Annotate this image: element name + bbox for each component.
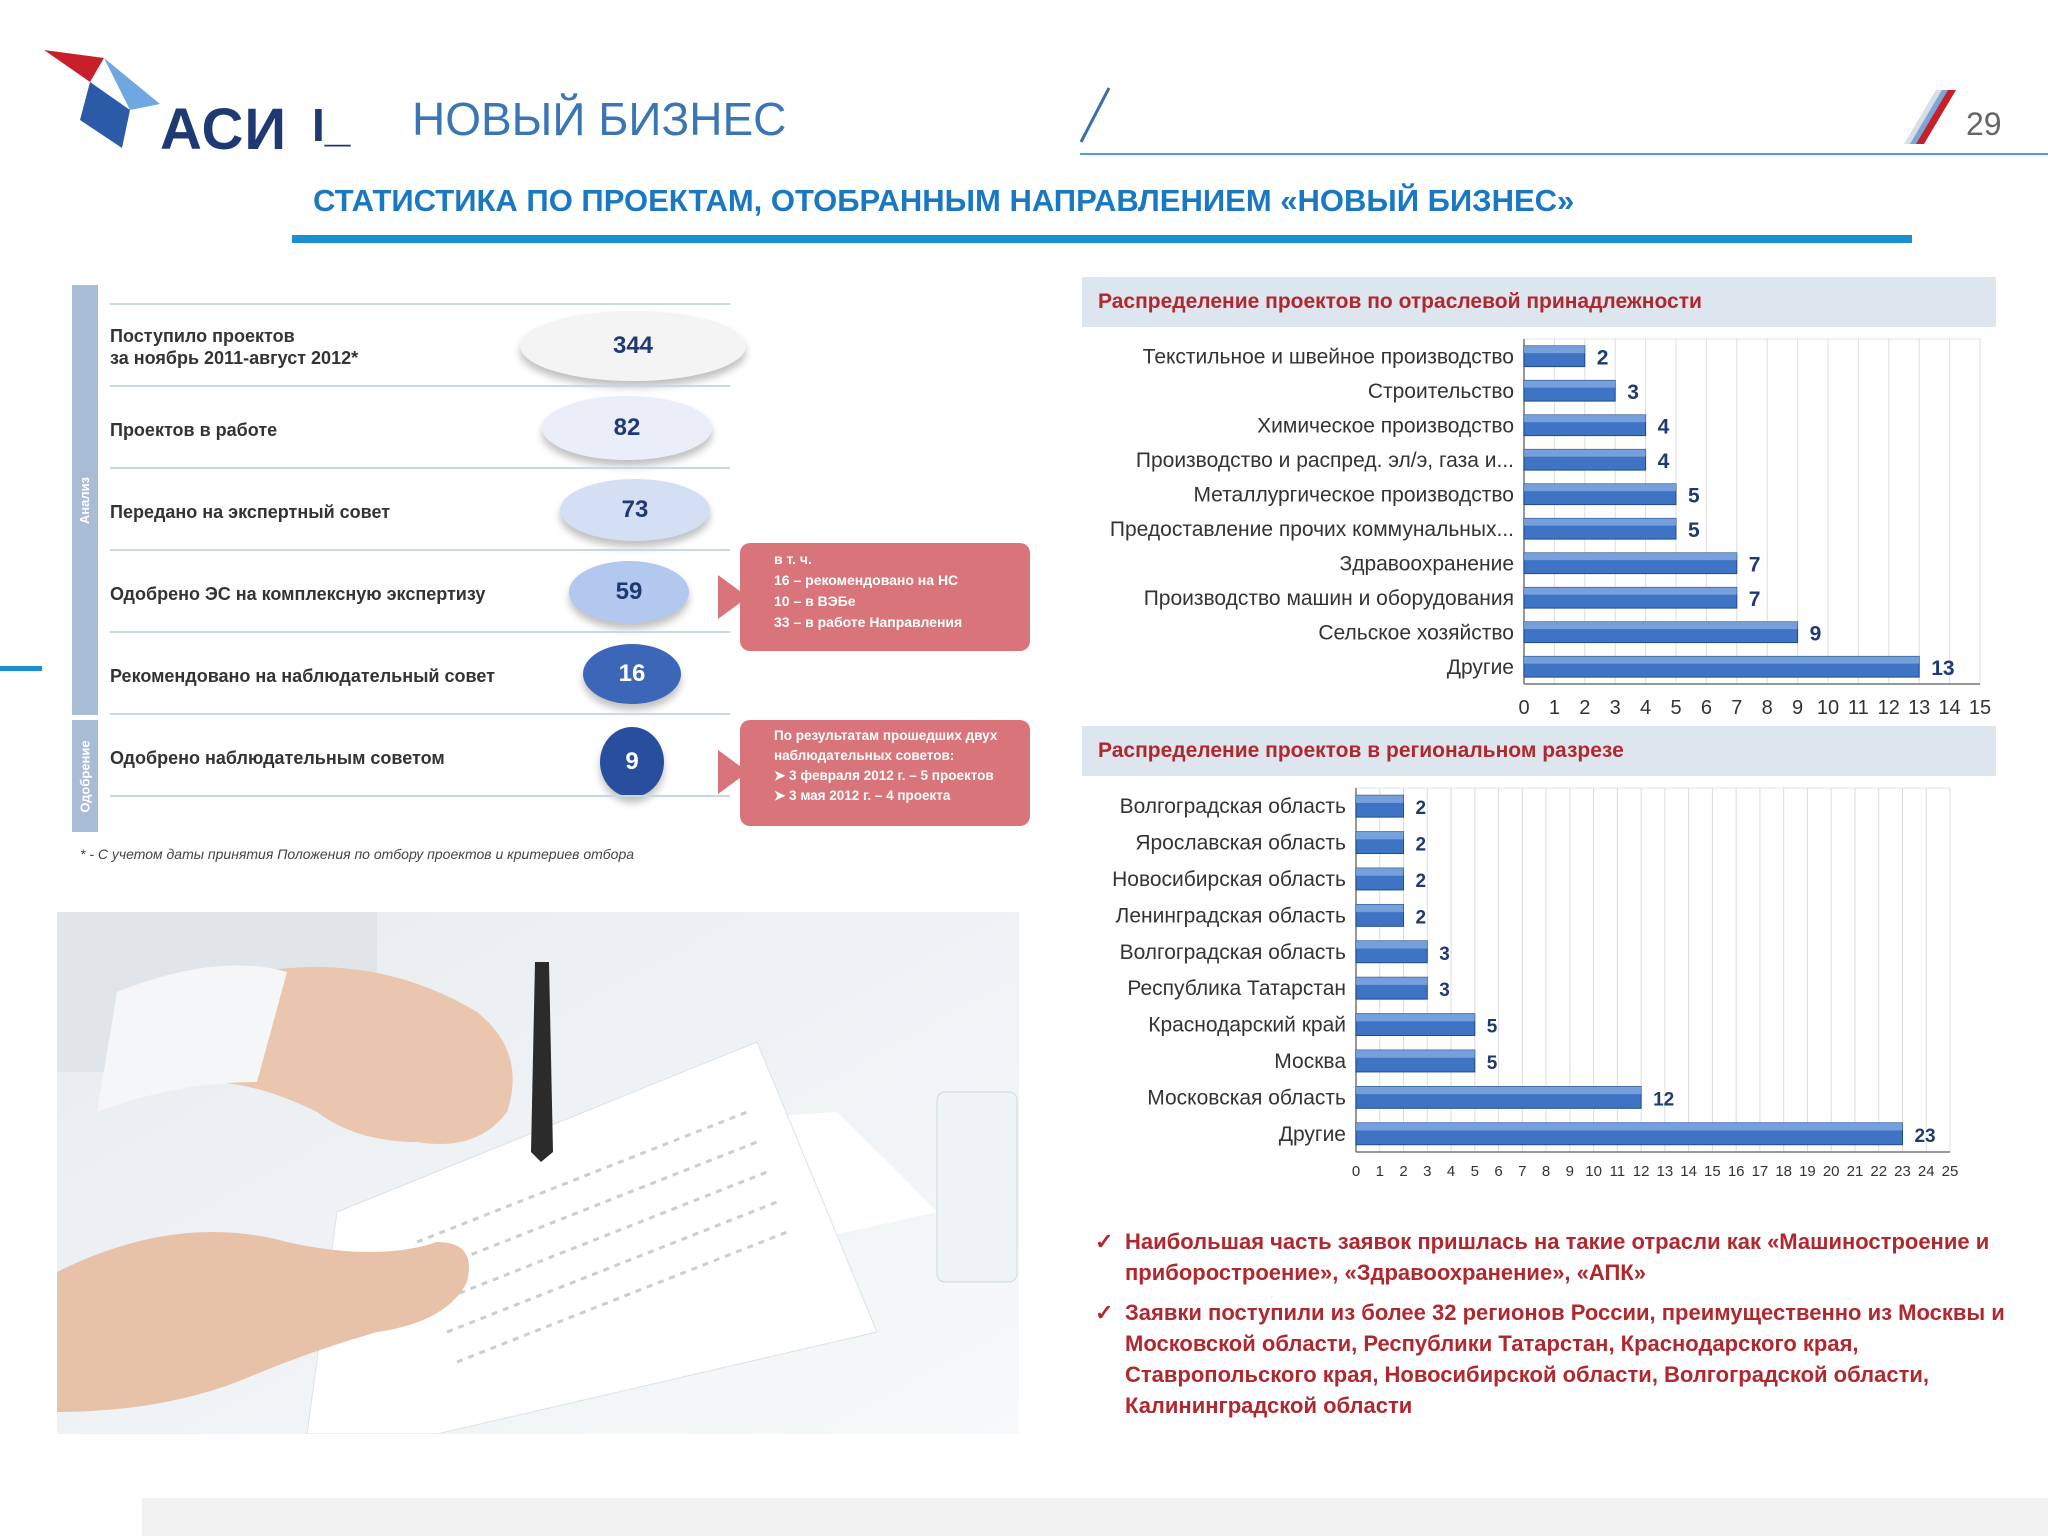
check-icon: ✓ xyxy=(1095,1300,1114,1325)
funnel-row-divider xyxy=(110,385,730,387)
tick-label: 23 xyxy=(1894,1163,1911,1180)
logo-text: АСИ xyxy=(160,97,288,162)
tick-label: 15 xyxy=(1704,1163,1721,1180)
data-label: 13 xyxy=(1931,656,1955,680)
tick-label: 9 xyxy=(1565,1163,1575,1180)
tick-label: 12 xyxy=(1632,1163,1650,1180)
bar-highlight xyxy=(1524,346,1585,353)
footer-strip xyxy=(142,1498,2048,1536)
data-label: 3 xyxy=(1439,980,1450,1002)
data-label: 5 xyxy=(1688,518,1700,542)
tick-label: 1 xyxy=(1548,697,1560,719)
funnel-value-bubble: 82 xyxy=(542,396,712,460)
category-label: Москва xyxy=(1274,1050,1346,1073)
bar-highlight xyxy=(1524,587,1737,594)
category-label: Волгоградская область xyxy=(1119,940,1346,964)
tick-label: 13 xyxy=(1908,697,1931,719)
data-label: 4 xyxy=(1657,415,1670,439)
tick-label: 14 xyxy=(1680,1163,1697,1180)
tick-label: 0 xyxy=(1518,697,1530,719)
data-label: 23 xyxy=(1914,1125,1936,1147)
funnel-value-bubble: 73 xyxy=(560,479,710,541)
bullet-regions: ✓ Заявки поступили из более 32 регионов России, преимущественно из Москвы и Московской области, Республики Татарстан, Краснодарского края, Ставропольского края, Новосибирской области, Волгоградской области, Калининградской области xyxy=(1095,1297,2005,1421)
tick-label: 8 xyxy=(1541,1163,1551,1180)
tick-label: 4 xyxy=(1446,1163,1456,1180)
industry-bar-chart xyxy=(1082,327,1996,727)
funnel-row-divider xyxy=(110,631,730,633)
category-label: Металлургическое производство xyxy=(1193,483,1514,507)
slash-divider-icon xyxy=(1075,84,1115,146)
category-label: Другие xyxy=(1278,1122,1346,1146)
data-label: 5 xyxy=(1486,1016,1498,1038)
funnel-row-label: Проектов в работе xyxy=(110,420,278,440)
tick-label: 0 xyxy=(1351,1163,1361,1180)
tick-label: 3 xyxy=(1609,697,1621,719)
bar-highlight xyxy=(1524,380,1615,387)
side-label-approval: Одобрение xyxy=(72,720,98,832)
tick-label: 5 xyxy=(1470,1163,1479,1180)
tick-label: 14 xyxy=(1938,697,1961,719)
category-label: Республика Татарстан xyxy=(1127,977,1346,1001)
bar-highlight xyxy=(1524,415,1646,422)
data-label: 2 xyxy=(1415,871,1427,892)
tick-label: 10 xyxy=(1816,697,1840,719)
page-title: НОВЫЙ БИЗНЕС xyxy=(412,93,787,145)
funnel-row-label: Поступило проектов за ноябрь 2011-август 2012* xyxy=(110,326,359,368)
bar-highlight xyxy=(1356,1123,1902,1131)
callout-breakdown: в т. ч. 16 – рекомендовано на НС 10 – в ВЭБе 33 – в работе Направления xyxy=(740,543,1030,651)
tick-label: 8 xyxy=(1761,697,1773,719)
category-label: Новосибирская область xyxy=(1112,868,1346,891)
header-marker: I_ xyxy=(312,99,351,151)
bar-highlight xyxy=(1524,518,1676,525)
tick-label: 6 xyxy=(1494,1163,1503,1180)
data-label: 7 xyxy=(1748,553,1761,577)
data-label: 2 xyxy=(1415,798,1427,820)
category-label: Здравоохранение xyxy=(1339,552,1514,576)
funnel-row-label: Передано на экспертный совет xyxy=(110,502,391,522)
tick-label: 13 xyxy=(1656,1163,1674,1180)
bar-highlight xyxy=(1524,449,1646,456)
header-rule xyxy=(1080,153,2048,155)
tick-label: 20 xyxy=(1822,1163,1840,1180)
tick-label: 2 xyxy=(1399,1163,1408,1180)
page-number: 29 xyxy=(1966,106,2002,142)
tick-label: 21 xyxy=(1846,1163,1864,1180)
funnel-row-divider xyxy=(110,303,730,305)
funnel-row-label: Одобрено ЭС на комплексную экспертизу xyxy=(110,584,486,604)
bar-highlight xyxy=(1524,553,1737,560)
bar-highlight xyxy=(1356,1086,1641,1094)
data-label: 5 xyxy=(1486,1053,1498,1074)
funnel-row-divider xyxy=(110,713,730,715)
category-label: Сельское хозяйство xyxy=(1318,621,1514,645)
category-label: Производство и распред. эл/э, газа и... xyxy=(1135,448,1514,472)
chart-title-industry: Распределение проектов по отраслевой принадлежности xyxy=(1082,277,1996,327)
category-label: Текстильное и швейное производство xyxy=(1142,345,1514,369)
tick-label: 2 xyxy=(1579,697,1591,719)
footnote: * - С учетом даты принятия Положения по отбору проектов и критериев отбора xyxy=(80,846,635,862)
bar-highlight xyxy=(1524,484,1676,491)
bar-highlight xyxy=(1356,1014,1475,1022)
data-label: 3 xyxy=(1439,943,1450,965)
funnel-row-label: Одобрено наблюдательным советом xyxy=(110,748,445,768)
tick-label: 16 xyxy=(1727,1163,1745,1180)
category-label: Ярославская область xyxy=(1135,831,1346,855)
check-icon: ✓ xyxy=(1095,1229,1114,1254)
tick-label: 10 xyxy=(1585,1163,1602,1180)
tick-label: 19 xyxy=(1799,1163,1816,1180)
data-label: 12 xyxy=(1653,1089,1675,1111)
data-label: 4 xyxy=(1657,449,1670,473)
bar-highlight xyxy=(1356,941,1427,949)
data-label: 2 xyxy=(1415,834,1427,856)
tick-label: 22 xyxy=(1870,1163,1888,1180)
data-label: 2 xyxy=(1596,346,1609,370)
bar-highlight xyxy=(1356,904,1404,912)
chart-title-region: Распределение проектов в региональном разрезе xyxy=(1082,726,1996,776)
logo-icon xyxy=(40,40,170,150)
funnel-value-bubble: 344 xyxy=(520,311,746,381)
bar-highlight xyxy=(1356,868,1404,876)
category-label: Химическое производство xyxy=(1257,414,1514,438)
bar-highlight xyxy=(1356,832,1404,840)
funnel-value-bubble: 9 xyxy=(600,727,664,797)
tick-label: 7 xyxy=(1518,1163,1527,1180)
region-bar-chart xyxy=(1082,776,1996,1196)
stripes-icon xyxy=(1896,88,1960,146)
bar-highlight xyxy=(1356,795,1404,803)
category-label: Ленинградская область xyxy=(1115,904,1346,928)
callout-council-results: По результатам прошедших двух наблюдательных советов: ➤ 3 февраля 2012 г. – 5 проектов ➤ 3 мая 2012 г. – 4 проекта xyxy=(740,720,1030,826)
funnel-row-divider xyxy=(110,549,730,551)
tick-label: 12 xyxy=(1877,697,1900,719)
photo-hands-with-documents xyxy=(57,912,1019,1434)
tick-label: 15 xyxy=(1968,697,1992,719)
subtitle-underline xyxy=(292,235,1912,243)
data-label: 2 xyxy=(1415,907,1427,929)
left-edge-marker xyxy=(0,666,42,671)
funnel-value-bubble: 59 xyxy=(569,561,689,623)
funnel-value-bubble: 16 xyxy=(583,644,681,704)
category-label: Волгоградская область xyxy=(1119,795,1346,819)
data-label: 3 xyxy=(1627,380,1639,404)
category-label: Другие xyxy=(1446,655,1514,679)
data-label: 7 xyxy=(1748,587,1761,611)
funnel-row-divider xyxy=(110,795,730,797)
bar-highlight xyxy=(1356,977,1427,985)
tick-label: 25 xyxy=(1941,1163,1959,1180)
category-label: Московская область xyxy=(1147,1086,1346,1110)
bar-highlight xyxy=(1524,622,1798,629)
tick-label: 1 xyxy=(1375,1163,1384,1180)
category-label: Производство машин и оборудования xyxy=(1143,586,1514,610)
tick-label: 5 xyxy=(1670,697,1682,719)
tick-label: 9 xyxy=(1792,697,1804,719)
data-label: 5 xyxy=(1688,484,1700,508)
tick-label: 7 xyxy=(1731,697,1743,719)
bar-highlight xyxy=(1524,656,1919,663)
tick-label: 17 xyxy=(1751,1163,1769,1180)
side-label-analysis: Анализ xyxy=(72,285,98,715)
tick-label: 3 xyxy=(1423,1163,1432,1180)
tick-label: 18 xyxy=(1775,1163,1793,1180)
tick-label: 6 xyxy=(1700,697,1712,719)
tick-label: 24 xyxy=(1917,1163,1935,1180)
funnel-row-label: Рекомендовано на наблюдательный совет xyxy=(110,666,495,686)
data-label: 9 xyxy=(1809,622,1822,646)
category-label: Предоставление прочих коммунальных... xyxy=(1109,517,1514,541)
bullet-industries: ✓ Наибольшая часть заявок пришлась на такие отрасли как «Машиностроение и приборостроение», «Здравоохранение», «АПК» xyxy=(1095,1226,2005,1288)
bar-highlight xyxy=(1356,1050,1475,1058)
tick-label: 11 xyxy=(1609,1163,1626,1180)
category-label: Строительство xyxy=(1367,379,1514,403)
category-label: Краснодарский край xyxy=(1148,1013,1346,1037)
section-subtitle: СТАТИСТИКА ПО ПРОЕКТАМ, ОТОБРАННЫМ НАПРАВЛЕНИЕМ «НОВЫЙ БИЗНЕС» xyxy=(313,183,1575,218)
funnel-row-divider xyxy=(110,467,730,469)
tick-label: 11 xyxy=(1848,697,1869,719)
tick-label: 4 xyxy=(1640,697,1652,719)
